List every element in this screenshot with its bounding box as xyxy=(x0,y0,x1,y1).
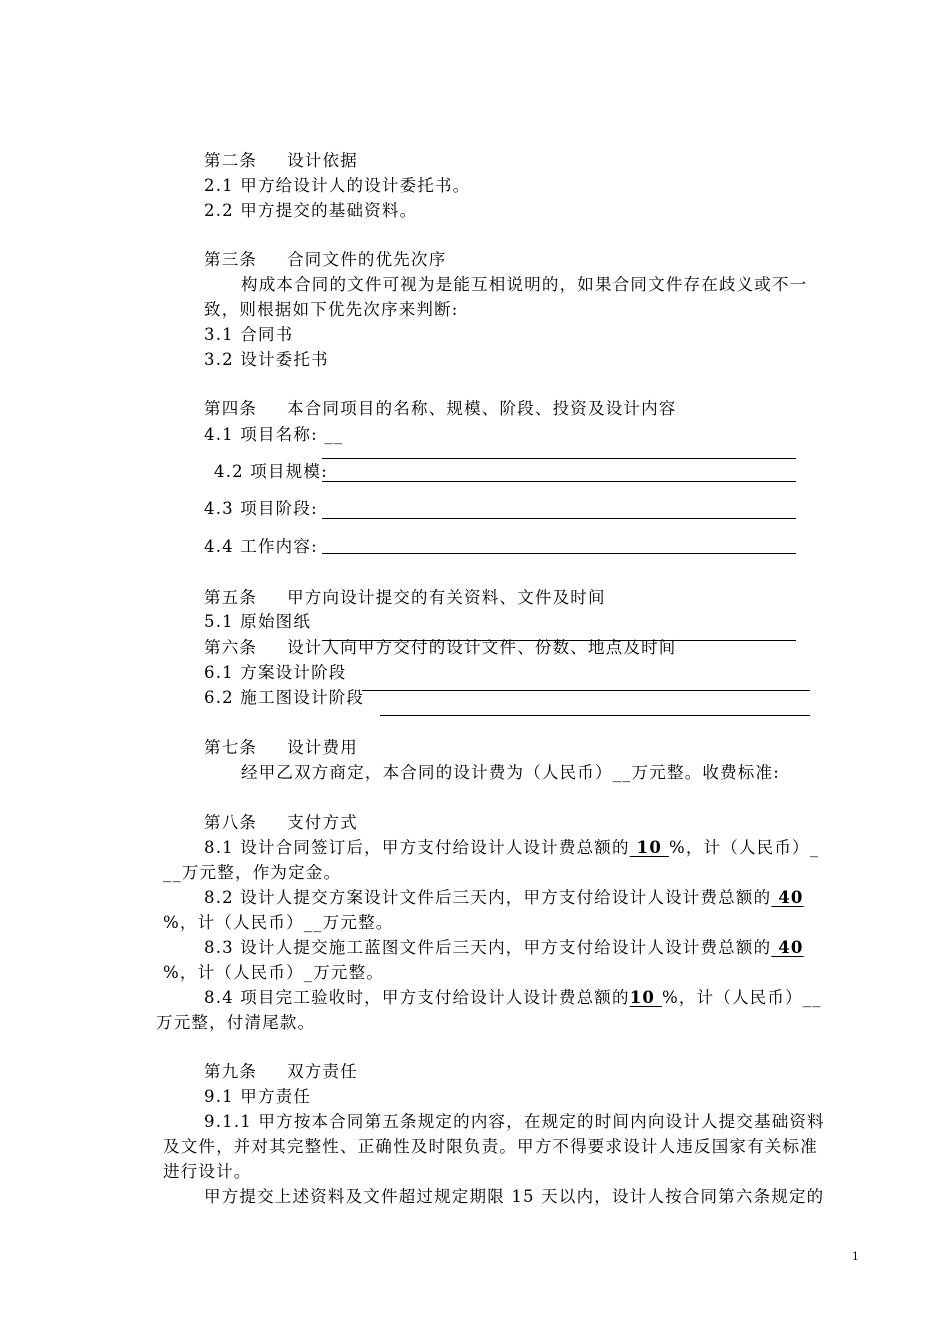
clause-8-3-percent: 40 xyxy=(771,938,804,957)
article-5-number: 第五条 xyxy=(204,588,258,607)
clause-6-2: 6.2 施工图设计阶段 xyxy=(204,688,365,707)
clause-3-1: 3.1 合同书 xyxy=(204,325,294,344)
article-9-title: 双方责任 xyxy=(287,1062,358,1081)
article-3-paragraph-line-1: 构成本合同的文件可视为是能互相说明的，如果合同文件存在歧义或不一 xyxy=(241,275,808,294)
article-9-number: 第九条 xyxy=(204,1062,258,1081)
clause-9-1-1-line-2: 及文件，并对其完整性、正确性及时限负责。甲方不得要求设计人违反国家有关标准 xyxy=(163,1137,818,1156)
clause-8-2-percent: 40 xyxy=(771,888,804,907)
clause-6-1: 6.1 方案设计阶段 xyxy=(204,663,347,682)
clause-5-1: 5.1 原始图纸 xyxy=(204,612,312,631)
clause-4-1 xyxy=(204,425,343,445)
clause-8-3-line-1 xyxy=(204,938,804,958)
project-scale-fill-line xyxy=(322,481,796,482)
clause-8-2-line-1 xyxy=(204,888,804,908)
clause-9-1-1-line-3: 进行设计。 xyxy=(163,1162,252,1181)
clause-8-4-percent: 10 xyxy=(629,988,662,1007)
construction-drawing-fill-line xyxy=(380,715,810,716)
clause-4-2: 4.2 项目规模: xyxy=(214,462,328,481)
clause-8-1-percent: 10 xyxy=(629,838,669,857)
project-name-fill-line xyxy=(322,458,796,459)
clause-8-1-line-2: __万元整，作为定金。 xyxy=(163,863,342,882)
article-2-number: 第二条 xyxy=(204,151,258,170)
clause-8-4-line-1 xyxy=(204,988,822,1008)
clause-3-2: 3.2 设计委托书 xyxy=(204,350,329,369)
page-number: 1 xyxy=(852,1248,859,1263)
clause-8-3-line-2: %，计（人民币）_万元整。 xyxy=(163,963,385,982)
article-6-title: 设计人向甲方交付的设计文件、份数、地点及时间 xyxy=(287,638,677,657)
article-3-heading xyxy=(204,250,446,270)
clause-8-2-line-2: %，计（人民币）__万元整。 xyxy=(163,913,394,932)
article-4-title: 本合同项目的名称、规模、阶段、投资及设计内容 xyxy=(287,399,677,418)
article-8-title: 支付方式 xyxy=(287,813,358,832)
article-4-number: 第四条 xyxy=(204,399,258,418)
clause-8-4-amount: %，计（人民币）__ xyxy=(662,988,822,1007)
clause-2-2: 2.2 甲方提交的基础资料。 xyxy=(204,201,418,220)
clause-8-4-text: 8.4 项目完工验收时，甲方支付给设计人设计费总额的 xyxy=(204,988,630,1007)
clause-4-1-label: 4.1 项目名称: xyxy=(204,425,318,444)
article-7-heading xyxy=(204,738,358,758)
clause-8-1-text: 8.1 设计合同签订后，甲方支付给设计人设计费总额的 xyxy=(204,838,630,857)
clause-8-1-amount: %，计（人民币）_ xyxy=(668,838,820,857)
clause-9-1-1-line-1: 9.1.1 甲方按本合同第五条规定的内容，在规定的时间内向设计人提交基础资料 xyxy=(204,1112,825,1131)
article-3-paragraph-line-2: 致，则根据如下优先次序来判断: xyxy=(204,300,459,319)
clause-8-3-text: 8.3 设计人提交施工蓝图文件后三天内，甲方支付给设计人设计费总额的 xyxy=(204,938,772,957)
article-8-number: 第八条 xyxy=(204,813,258,832)
article-5-title: 甲方向设计提交的有关资料、文件及时间 xyxy=(287,588,606,607)
clause-4-1-blank: __ xyxy=(324,425,344,444)
clause-8-2-text: 8.2 设计人提交方案设计文件后三天内，甲方支付给设计人设计费总额的 xyxy=(204,888,772,907)
clause-4-3: 4.3 项目阶段: xyxy=(204,499,318,518)
article-5-heading xyxy=(204,588,606,608)
scheme-design-fill-line xyxy=(362,690,810,691)
clause-9-1-1-paragraph-2: 甲方提交上述资料及文件超过规定期限 15 天以内，设计人按合同第六条规定的 xyxy=(204,1187,825,1206)
article-7-number: 第七条 xyxy=(204,738,258,757)
article-2-title: 设计依据 xyxy=(287,151,358,170)
clause-8-4-line-2: 万元整，付清尾款。 xyxy=(156,1013,316,1032)
article-7-paragraph: 经甲乙双方商定，本合同的设计费为（人民币）__万元整。收费标准: xyxy=(241,763,780,782)
work-content-fill-line xyxy=(322,553,796,554)
article-3-number: 第三条 xyxy=(204,250,258,269)
clause-9-1: 9.1 甲方责任 xyxy=(204,1087,312,1106)
clause-8-1-line-1 xyxy=(204,838,819,858)
project-stage-fill-line xyxy=(322,518,796,519)
article-3-title: 合同文件的优先次序 xyxy=(287,250,447,269)
article-2-heading xyxy=(204,151,358,171)
article-8-heading xyxy=(204,813,358,833)
article-6-heading xyxy=(204,638,677,658)
article-6-number: 第六条 xyxy=(204,638,258,657)
clause-4-4: 4.4 工作内容: xyxy=(204,537,318,556)
clause-2-1: 2.1 甲方给设计人的设计委托书。 xyxy=(204,176,471,195)
article-9-heading xyxy=(204,1062,358,1082)
article-7-title: 设计费用 xyxy=(287,738,358,757)
article-4-heading xyxy=(204,399,677,419)
